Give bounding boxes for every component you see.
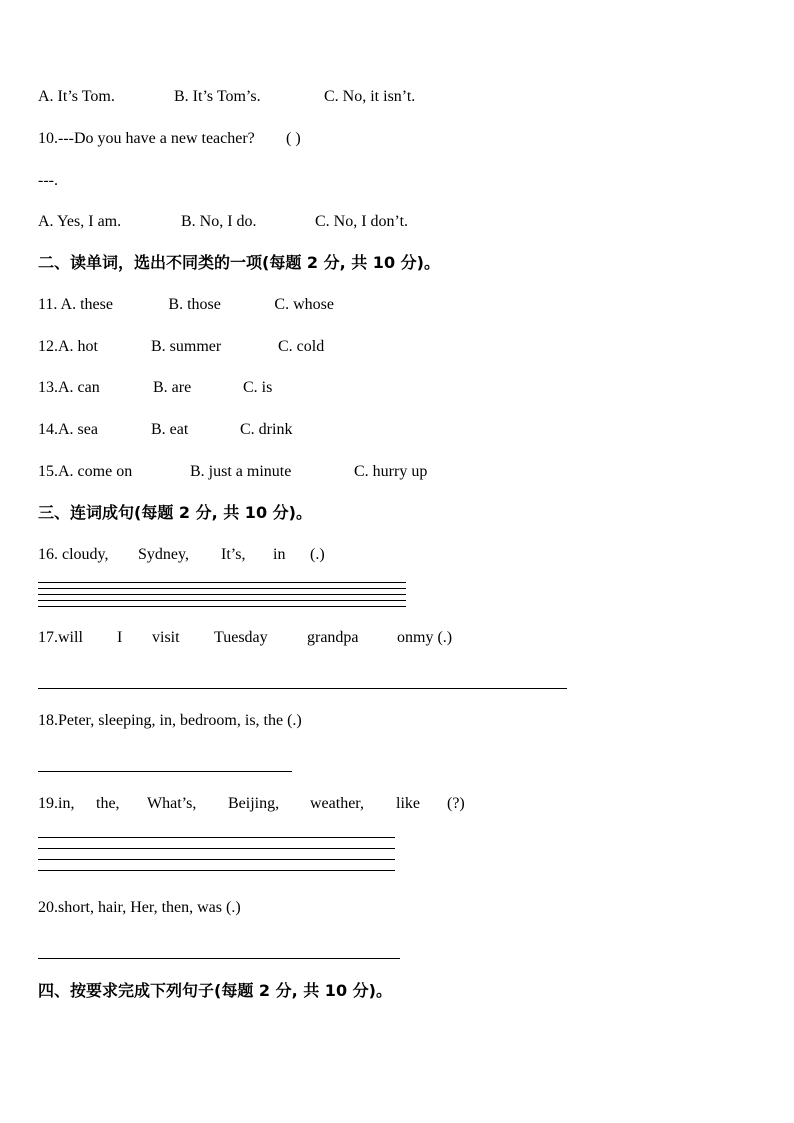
q16-words <box>38 545 325 565</box>
q15 <box>38 462 427 482</box>
q19-word: Beijing, <box>228 795 280 812</box>
q11 <box>38 295 334 315</box>
q16-word: . cloudy, <box>54 546 109 563</box>
q14-option-c: C. drink <box>240 421 293 438</box>
q9-options <box>38 87 415 107</box>
q17-word: onmy (.) <box>397 629 453 646</box>
q16-answer-line[interactable] <box>38 606 406 607</box>
q20-text: .short, hair, Her, then, was (.) <box>54 899 241 916</box>
section3-heading: 三、连词成句(每题 2 分, 共 10 分)。 <box>38 503 312 522</box>
q15-option-a: .A. come on <box>54 463 133 480</box>
q19-answer-line[interactable] <box>38 848 395 849</box>
q16-word: It’s, <box>221 546 246 563</box>
q17-word: I <box>117 629 123 646</box>
section4-heading: 四、按要求完成下列句子(每题 2 分, 共 10 分)。 <box>38 981 392 1000</box>
q14-option-b: B. eat <box>151 421 189 438</box>
q12-option-a: .A. hot <box>54 338 98 355</box>
q10-answer-paren: ( ) <box>286 130 301 147</box>
q13-number: 13 <box>38 379 54 396</box>
q11-option-c: C. whose <box>274 296 334 313</box>
q10-option-a: A. Yes, I am. <box>38 213 122 230</box>
q12-option-b: B. summer <box>151 338 222 355</box>
q18-text: .Peter, sleeping, in, bedroom, is, the (.) <box>54 712 302 729</box>
q9-option-c: C. No, it isn’t. <box>324 88 416 105</box>
q9-option-a: A. It’s Tom. <box>38 88 115 105</box>
q16-word: (.) <box>310 546 325 563</box>
q16-answer-line[interactable] <box>38 582 406 583</box>
q12 <box>38 337 324 357</box>
q18-number: 18 <box>38 712 54 729</box>
q20-number: 20 <box>38 899 54 916</box>
q19-answer-line[interactable] <box>38 870 395 871</box>
q16-word: in <box>273 546 286 563</box>
q17-word: .will <box>54 629 83 646</box>
q19-word: (?) <box>447 795 465 812</box>
q17-answer-line[interactable] <box>38 688 567 689</box>
q12-number: 12 <box>38 338 54 355</box>
q10-option-b: B. No, I do. <box>181 213 257 230</box>
q14 <box>38 420 292 440</box>
q13 <box>38 378 272 398</box>
q13-option-a: .A. can <box>54 379 100 396</box>
q10-text: ---Do you have a new teacher? <box>58 130 255 147</box>
section2-heading: 二、读单词，选出不同类的一项(每题 2 分, 共 10 分)。 <box>38 253 440 272</box>
q11-option-b: B. those <box>168 296 221 313</box>
q11-number: 11 <box>38 296 54 313</box>
q16-answer-line[interactable] <box>38 600 406 601</box>
q19-word: weather, <box>310 795 364 812</box>
q19-words <box>38 794 465 814</box>
q20-answer-line[interactable] <box>38 958 400 959</box>
q17-number: 17 <box>38 629 54 646</box>
q19-word: the, <box>96 795 120 812</box>
q11-option-a: . A. these <box>53 296 113 313</box>
q19-answer-line[interactable] <box>38 859 395 860</box>
q10-answer-line: ---. <box>38 172 58 189</box>
q13-option-c: C. is <box>243 379 273 396</box>
q17-words <box>38 628 452 648</box>
q16-word: Sydney, <box>138 546 189 563</box>
q14-number: 14 <box>38 421 54 438</box>
q13-option-b: B. are <box>153 379 192 396</box>
q10-option-c: C. No, I don’t. <box>315 213 409 230</box>
q10-options <box>38 212 408 232</box>
q15-option-c: C. hurry up <box>354 463 428 480</box>
q15-number: 15 <box>38 463 54 480</box>
q12-option-c: C. cold <box>278 338 325 355</box>
q9-option-b: B. It’s Tom’s. <box>174 88 261 105</box>
q18-answer-line[interactable] <box>38 771 292 772</box>
q19-answer-line[interactable] <box>38 837 395 838</box>
q10-question <box>38 129 301 149</box>
q16-answer-line[interactable] <box>38 588 406 589</box>
q19-number: 19 <box>38 795 54 812</box>
q18-words <box>38 711 302 731</box>
q19-word: What’s, <box>147 795 197 812</box>
q16-answer-line[interactable] <box>38 594 406 595</box>
q19-word: .in, <box>54 795 75 812</box>
q19-word: like <box>396 795 420 812</box>
q16-number: 16 <box>38 546 54 563</box>
q10-number: 10. <box>38 130 58 147</box>
q17-word: grandpa <box>307 629 359 646</box>
q14-option-a: .A. sea <box>54 421 98 438</box>
q20-words <box>38 898 241 918</box>
q17-word: visit <box>152 629 180 646</box>
q15-option-b: B. just a minute <box>190 463 292 480</box>
q17-word: Tuesday <box>214 629 268 646</box>
